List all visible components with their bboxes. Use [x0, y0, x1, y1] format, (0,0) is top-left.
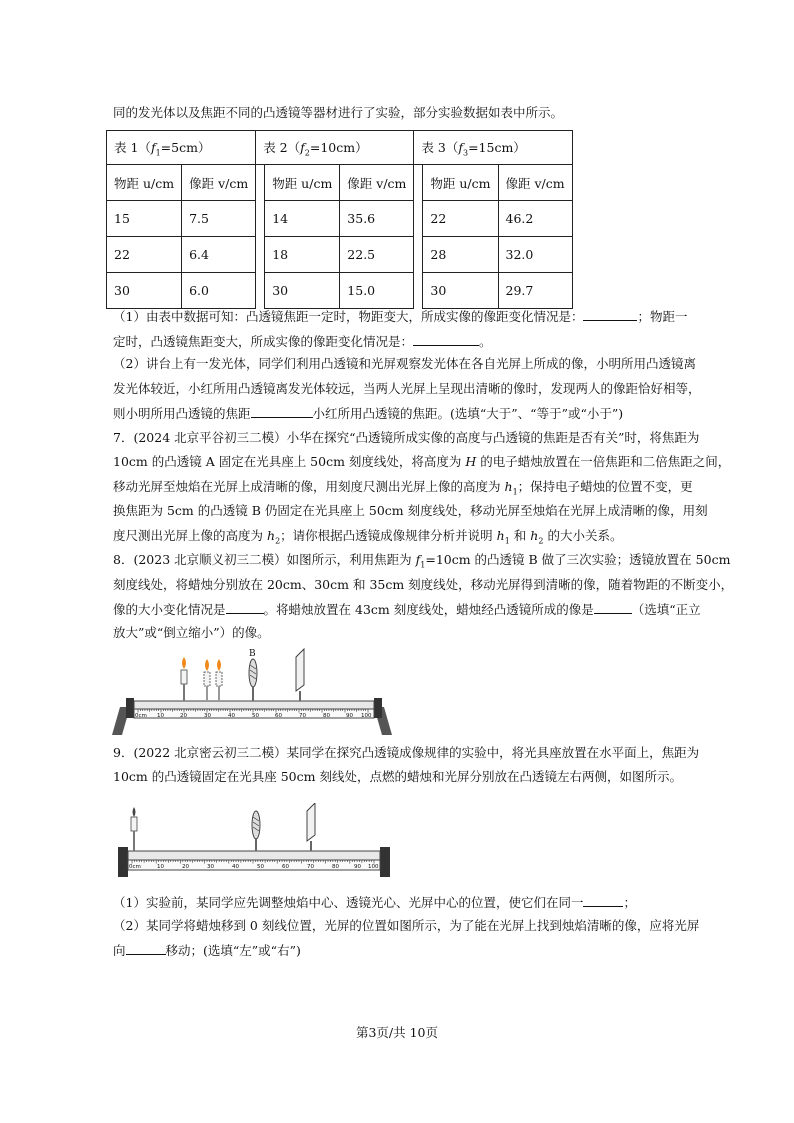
candle-20cm: [181, 657, 187, 701]
answer-blank[interactable]: [126, 942, 166, 955]
answer-blank[interactable]: [583, 308, 637, 321]
q9-line2: 10cm 的凸透镜固定在光具座 50cm 刻线处，点燃的蜡烛和光屏分别放在凸透镜左右两侧，如图所示。: [113, 769, 682, 784]
table-2-title: 表 $2(f_2=10cm)$: [256, 131, 414, 165]
scale-label: 40: [228, 713, 235, 719]
q7-line5: 度尺测出光屏上像的高度为 $h_2$；请你根据凸透镜成像规律分析并说明 $h_1$ 和 $h_2$ 的大小关系。: [113, 528, 623, 546]
scale-label: 40: [232, 864, 239, 870]
q6-part2-line3: 则小明所用凸透镜的焦距 小红所用凸透镜的焦距。(选填“大于”、“等于”或“小于”): [113, 406, 624, 421]
table-row: 15 7.5 14 35.6 22 46.2: [107, 201, 573, 237]
q9-part1: （1）实验前，某同学应先调整烛焰中心、透镜光心、光屏中心的位置，使它们在同一 ；: [113, 895, 636, 910]
table-header-cell: 物距 u/cm: [423, 165, 498, 201]
table-3-title: 表 $3(f_3=15cm)$: [414, 131, 572, 165]
page-footer: 第3页/共 10页: [355, 1025, 439, 1040]
scale-label: 0cm: [135, 713, 147, 719]
q6-part2-line1: （2）讲台上有一发光体，同学们利用凸透镜和光屏观察发光体在各自光屏上所成的像，小明所用凸透镜离: [113, 356, 696, 371]
q7-line2: 10cm 的凸透镜 A 固定在光具座上 50cm 刻度线处，将高度为 H 的电子蜡烛放置在一倍焦距和二倍焦距之间，: [113, 454, 731, 469]
table-header-cell: 像距 v/cm: [182, 165, 256, 201]
q6-part1-line1: （1）由表中数据可知：凸透镜焦距一定时，物距变大，所成实像的像距变化情况是： ；物距一: [113, 309, 688, 324]
data-tables: [106, 130, 573, 309]
scale-label: 50: [252, 713, 259, 719]
bench-left-end: [118, 847, 128, 877]
candle-icon: [131, 807, 137, 851]
answer-blank[interactable]: [594, 601, 632, 614]
scale-label: 0cm: [129, 864, 141, 870]
light-screen-icon: [307, 803, 315, 851]
convex-lens-icon: [252, 811, 260, 851]
scale-label: 20: [180, 713, 187, 719]
scale-label: 90: [346, 713, 353, 719]
lens-label: B: [249, 649, 256, 659]
table-row: 30 6.0 30 15.0 30 29.7: [107, 273, 573, 309]
q9-part2-line2: 向 移动；(选填“左”或“右”): [113, 943, 301, 958]
table-1-title: 表 $1(f_1=5cm)$: [107, 131, 256, 165]
table-header-cell: 物距 u/cm: [265, 165, 340, 201]
table-header-cell: 物距 u/cm: [107, 165, 182, 201]
scale-label: 30: [204, 713, 211, 719]
scale-label: 10: [157, 713, 164, 719]
scale-label: 10: [157, 864, 164, 870]
q9-part2-line1: （2）某同学将蜡烛移到 0 刻线位置，光屏的位置如图所示，为了能在光屏上找到烛焰清晰的像，应将光屏: [113, 918, 700, 933]
q8-line2: 刻度线处，将蜡烛分别放在 20cm、30cm 和 35cm 刻度线处，移动光屏得到清晰的像，随着物距的不断变小，: [113, 577, 734, 592]
convex-lens-icon: [249, 659, 257, 701]
intro-text: 同的发光体以及焦距不同的凸透镜等器材进行了实验，部分实验数据如表中所示。: [113, 105, 564, 120]
scale-label: 70: [307, 864, 314, 870]
bench-left-end: [126, 698, 134, 718]
bench-rail: [134, 701, 374, 709]
q8-line4: 放大”或“倒立缩小”）的像。: [113, 625, 270, 640]
scale-label: 60: [275, 713, 282, 719]
scale-label: 70: [299, 713, 306, 719]
answer-blank[interactable]: [251, 405, 313, 418]
light-screen-icon: [296, 649, 304, 701]
answer-blank[interactable]: [226, 601, 264, 614]
table-row: 22 6.4 18 22.5 28 32.0: [107, 237, 573, 273]
scale-label: 80: [323, 713, 330, 719]
q8-line3: 像的大小变化情况是 。将蜡烛放置在 43cm 刻度线处，蜡烛经凸透镜所成的像是 （选填“正立: [113, 602, 701, 617]
q6-part1-line2: 定时，凸透镜焦距变大，所成实像的像距变化情况是： 。: [113, 334, 492, 349]
table-header-cell: 像距 v/cm: [340, 165, 414, 201]
q8-line1: 8．(2023 北京顺义初三二模）如图所示，利用焦距为 $f_1=10cm$ 的凸透镜 B 做了三次实验；透镜放置在 50cm: [113, 552, 731, 570]
scale-label: 100: [368, 864, 379, 870]
scale-label: 20: [182, 864, 189, 870]
scale-label: 90: [354, 864, 361, 870]
answer-blank[interactable]: [583, 894, 623, 907]
candle-30cm: [204, 659, 210, 701]
q7-line3: 移动光屏至烛焰在光屏上成清晰的像，用刻度尺测出光屏上像的高度为 $h_1$；保持电子蜡烛的位置不变，更: [113, 479, 693, 497]
scale-label: 100: [361, 713, 372, 719]
q9-line1: 9．(2022 北京密云初三二模）某同学在探究凸透镜成像规律的实验中，将光具座放置在水平面上，焦距为: [113, 745, 700, 760]
scale-label: 60: [282, 864, 289, 870]
q7-line1: 7．(2024 北京平谷初三二模）小华在探究“凸透镜所成实像的高度与凸透镜的焦距是否有关”时，将焦距为: [113, 430, 700, 445]
scale-label: 80: [332, 864, 339, 870]
bench-right-end: [374, 698, 382, 718]
bench-right-end: [380, 847, 390, 877]
bench-rail: [128, 851, 380, 860]
scale-label: 50: [257, 864, 264, 870]
candle-35cm: [216, 659, 222, 701]
optical-bench-figure-2: [112, 803, 397, 885]
optical-bench-figure-1: [112, 645, 397, 737]
table-header-cell: 像距 v/cm: [498, 165, 572, 201]
q7-line4: 换焦距为 5cm 的凸透镜 B 仍固定在光具座上 50cm 刻度线处，移动光屏至烛焰在光屏上成清晰的像，用刻: [113, 503, 708, 518]
scale-label: 30: [207, 864, 214, 870]
answer-blank[interactable]: [413, 333, 479, 346]
q6-part2-line2: 发光体较近，小红所用凸透镜离发光体较远，当两人光屏上呈现出清晰的像时，发现两人的像距恰好相等，: [113, 381, 701, 396]
